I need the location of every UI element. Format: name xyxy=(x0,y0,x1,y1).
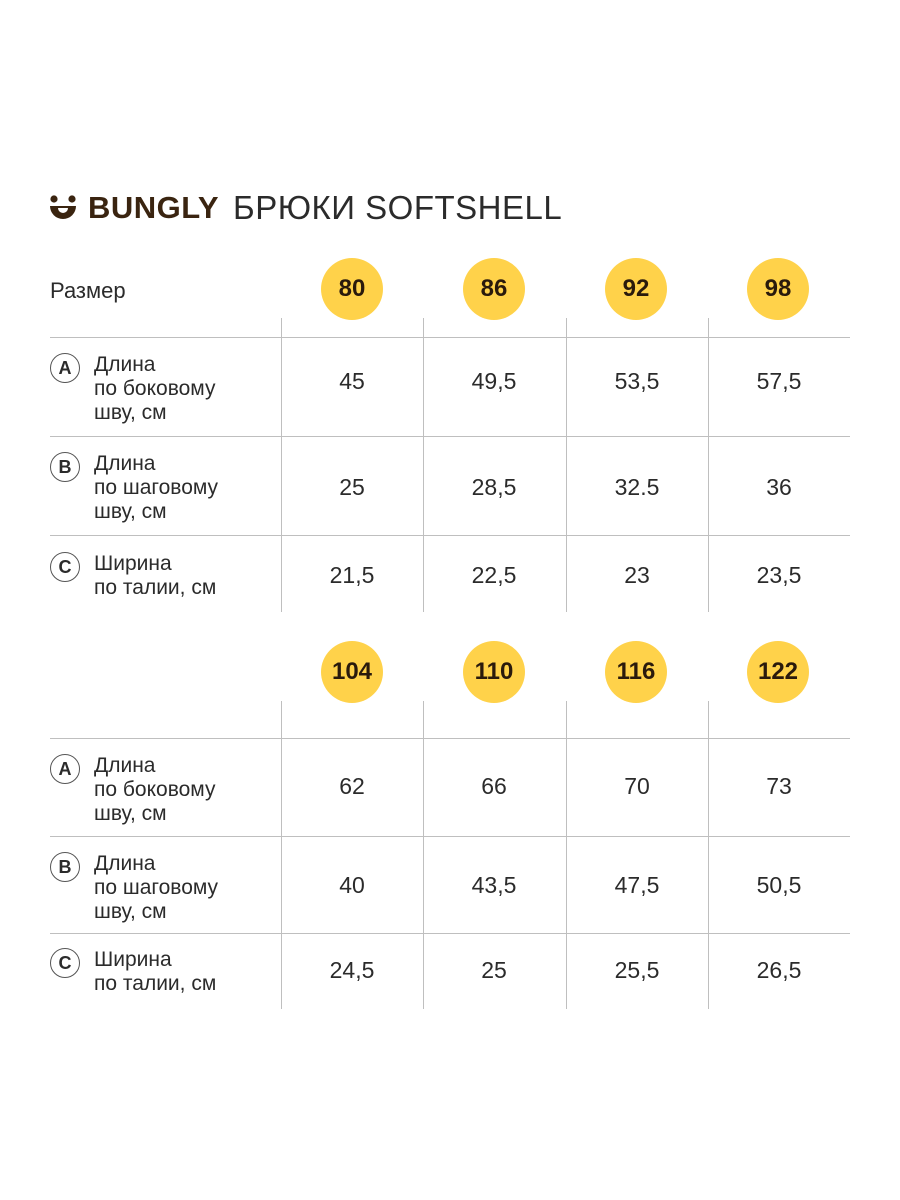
measure-label-line: по шаговому xyxy=(94,876,219,899)
measure-value: 25 xyxy=(481,957,507,983)
row-divider xyxy=(50,738,850,739)
measure-value: 25,5 xyxy=(614,957,660,983)
size-badge: 98 xyxy=(747,258,809,320)
measure-label-line: по шаговому xyxy=(94,476,219,499)
measure-value: 26,5 xyxy=(756,957,802,983)
size-badge: 86 xyxy=(463,258,525,320)
measure-value: 21,5 xyxy=(329,562,375,588)
measure-value: 50,5 xyxy=(756,872,802,898)
measure-label-line: Ширина xyxy=(94,948,172,971)
measure-label-line: шву, см xyxy=(94,500,167,523)
measure-label-line: по талии, см xyxy=(94,576,217,599)
measure-value: 32.5 xyxy=(614,474,660,500)
measure-value: 43,5 xyxy=(471,872,517,898)
measure-row-label xyxy=(50,754,274,826)
measure-value: 22,5 xyxy=(471,562,517,588)
brand-name: BUNGLY xyxy=(88,190,220,225)
measure-value: 62 xyxy=(339,773,365,799)
size-badge: 104 xyxy=(321,641,383,703)
measure-value: 45 xyxy=(339,368,365,394)
measure-label-line: Длина xyxy=(94,754,156,777)
size-label: Размер xyxy=(50,278,126,303)
product-title: БРЮКИ SOFTSHELL xyxy=(233,189,563,226)
size-badge: 92 xyxy=(605,258,667,320)
measure-label-line: Длина xyxy=(94,852,156,875)
row-letter-badge: A xyxy=(50,353,80,383)
measure-value: 28,5 xyxy=(471,474,517,500)
measure-row-label xyxy=(50,353,274,425)
row-letter-badge: C xyxy=(50,552,80,582)
row-letter-badge: C xyxy=(50,948,80,978)
measure-value: 24,5 xyxy=(329,957,375,983)
measure-label-line: Ширина xyxy=(94,552,172,575)
size-badge: 116 xyxy=(605,641,667,703)
measure-value: 73 xyxy=(766,773,792,799)
measure-value: 57,5 xyxy=(756,368,802,394)
measure-row-label xyxy=(50,552,274,600)
row-divider xyxy=(50,535,850,536)
measure-row-label xyxy=(50,452,274,524)
measure-label-line: по боковому xyxy=(94,778,216,801)
row-letter-badge: A xyxy=(50,754,80,784)
measure-label-line: шву, см xyxy=(94,401,167,424)
header xyxy=(48,186,562,230)
measure-value: 53,5 xyxy=(614,368,660,394)
measure-label-line: Длина xyxy=(94,353,156,376)
measure-value: 49,5 xyxy=(471,368,517,394)
measure-row-label xyxy=(50,948,274,996)
row-divider xyxy=(50,933,850,934)
measure-label-line: по боковому xyxy=(94,377,216,400)
row-letter-badge: B xyxy=(50,452,80,482)
measure-label-line: Длина xyxy=(94,452,156,475)
size-badge: 110 xyxy=(463,641,525,703)
measure-label-line: шву, см xyxy=(94,802,167,825)
measure-label-line: шву, см xyxy=(94,900,167,923)
size-badge: 122 xyxy=(747,641,809,703)
measure-value: 40 xyxy=(339,872,365,898)
size-badge: 80 xyxy=(321,258,383,320)
measure-value: 23 xyxy=(624,562,650,588)
row-letter-badge: B xyxy=(50,852,80,882)
measure-value: 25 xyxy=(339,474,365,500)
measure-value: 36 xyxy=(766,474,792,500)
row-divider xyxy=(50,436,850,437)
measure-value: 70 xyxy=(624,773,650,799)
measure-value: 23,5 xyxy=(756,562,802,588)
measure-row-label xyxy=(50,852,274,924)
measure-value: 47,5 xyxy=(614,872,660,898)
row-divider xyxy=(50,337,850,338)
measure-label-line: по талии, см xyxy=(94,972,217,995)
measure-value: 66 xyxy=(481,773,507,799)
row-divider xyxy=(50,836,850,837)
smile-cup-icon xyxy=(48,193,78,223)
